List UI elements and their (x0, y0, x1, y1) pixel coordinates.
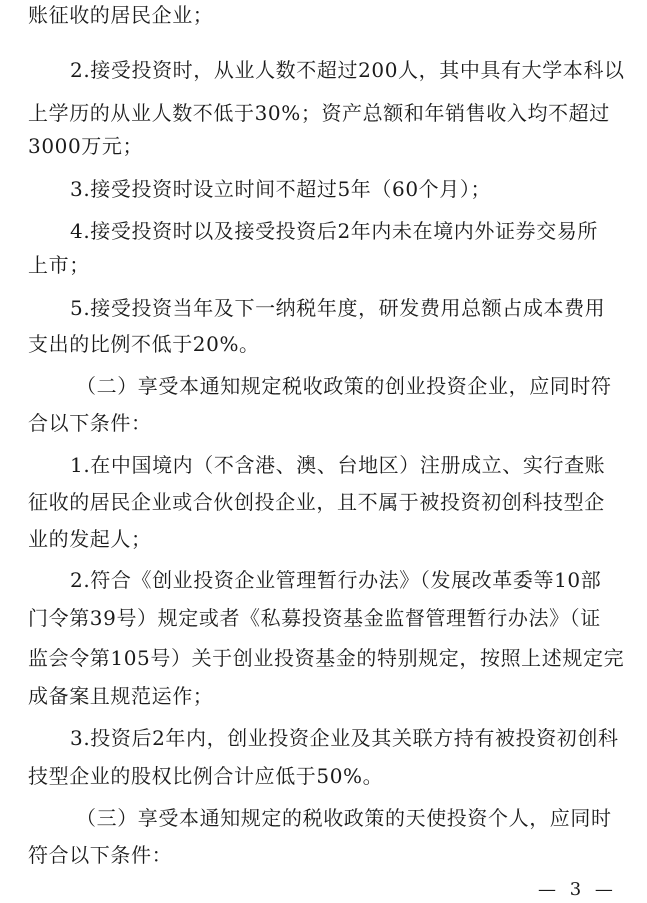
text-line-4: 3000万元； (28, 134, 144, 158)
text-line-19: 3.投资后2年内，创业投资企业及其关联方持有被投资初创科 (70, 726, 619, 750)
page-number: — 3 — (538, 879, 617, 900)
text-line-21: （三）享受本通知规定的税收政策的天使投资个人，应同时 (76, 806, 612, 830)
text-line-11: 合以下条件： (28, 411, 152, 435)
text-line-16: 门令第39号）规定或者《私募投资基金监督管理暂行办法》（证 (28, 606, 601, 630)
text-line-9: 支出的比例不低于20%。 (28, 332, 260, 356)
text-line-22: 符合以下条件： (28, 843, 173, 867)
text-line-14: 业的发起人； (28, 527, 152, 551)
text-line-17: 监会令第105号）关于创业投资基金的特别规定，按照上述规定完 (28, 646, 625, 670)
text-line-6: 4.接受投资时以及接受投资后2年内未在境内外证券交易所 (70, 219, 599, 243)
text-line-8: 5.接受投资当年及下一纳税年度，研发费用总额占成本费用 (70, 296, 606, 320)
text-line-12: 1.在中国境内（不含港、澳、台地区）注册成立、实行查账 (70, 453, 606, 477)
text-line-7: 上市； (28, 253, 90, 277)
text-line-5: 3.接受投资时设立时间不超过5年（60个月）； (70, 177, 492, 201)
text-line-13: 征收的居民企业或合伙创投企业，且不属于被投资初创科技型企 (28, 490, 605, 514)
text-line-10: （二）享受本通知规定税收政策的创业投资企业，应同时符 (76, 374, 612, 398)
text-line-15: 2.符合《创业投资企业管理暂行办法》（发展改革委等10部 (70, 568, 602, 592)
text-line-3: 上学历的从业人数不低于30%；资产总额和年销售收入均不超过 (28, 101, 610, 125)
text-line-1: 账征收的居民企业； (28, 3, 214, 27)
text-line-2: 2.接受投资时，从业人数不超过200人，其中具有大学本科以 (70, 58, 625, 82)
text-line-20: 技型企业的股权比例合计应低于50%。 (28, 764, 384, 788)
text-line-18: 成备案且规范运作； (28, 684, 214, 708)
